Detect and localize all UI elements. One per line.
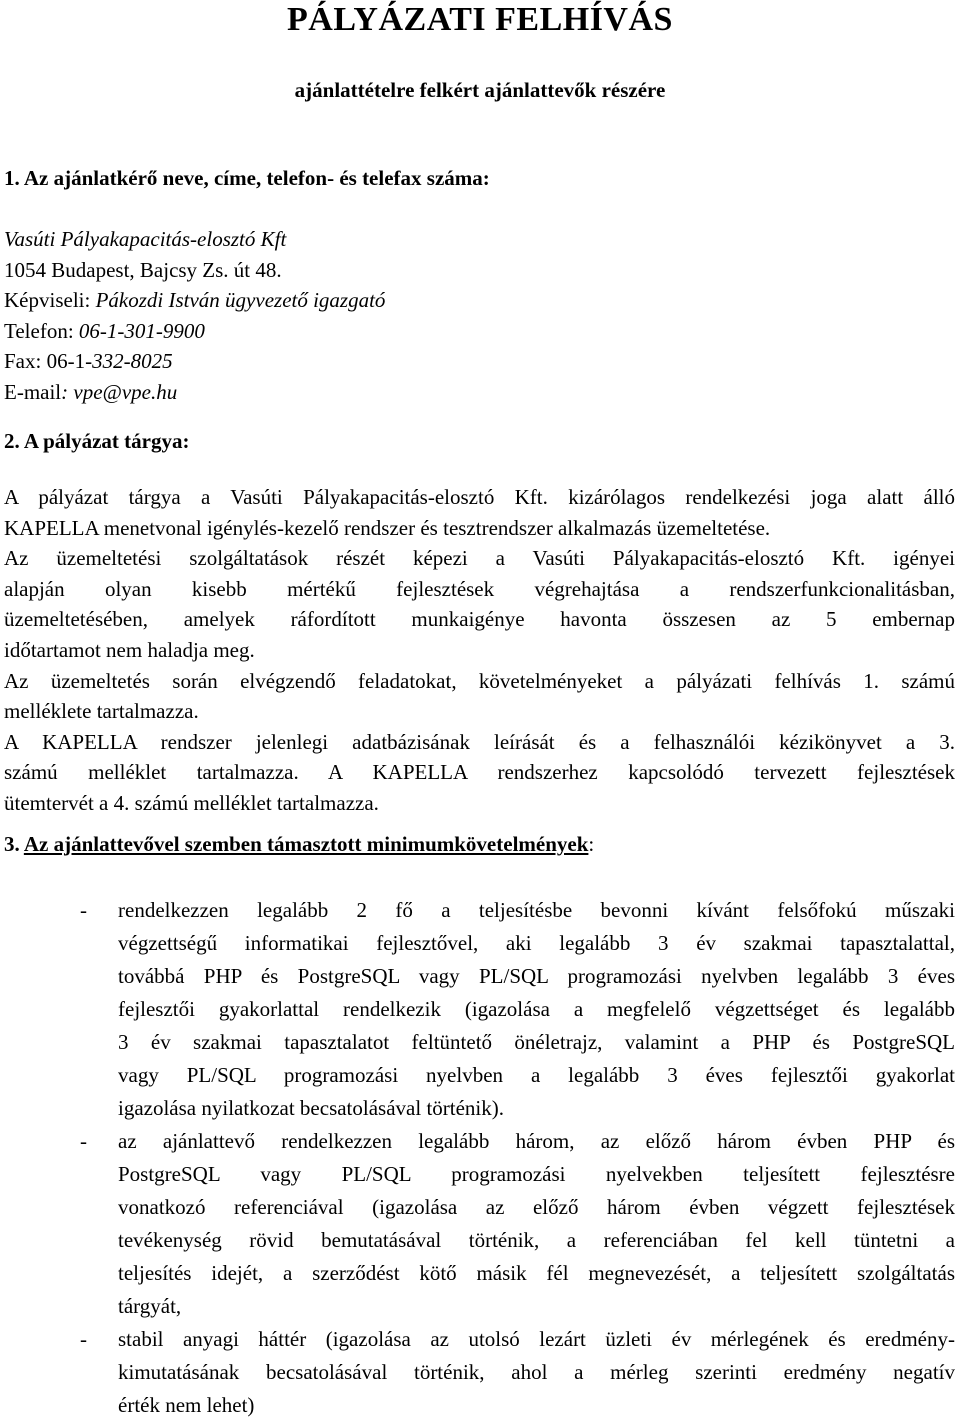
paragraph-line: KAPELLA menetvonal igénylés-kezelő rendszer és tesztrendszer alkalmazás üzemeltetése. bbox=[4, 515, 771, 540]
phone-line bbox=[4, 316, 385, 347]
email-line bbox=[4, 377, 385, 408]
representative-value: Pákozdi István ügyvezető igazgató bbox=[95, 288, 386, 312]
paragraph-line: ütemtervét a 4. számú melléklet tartalmazza. bbox=[4, 790, 379, 815]
paragraph-line: melléklete tartalmazza. bbox=[4, 699, 199, 724]
org-name: Vasúti Pályakapacitás-elosztó Kft bbox=[4, 227, 287, 251]
requirement-line: igazolása nyilatkozat becsatolásával történik). bbox=[118, 1096, 505, 1120]
section-3-title: Az ajánlattevővel szemben támasztott minimumkövetelmények bbox=[23, 832, 589, 856]
paragraph-line: A pályázat tárgya a Vasúti Pályakapacitás-elosztó Kft. kizárólagos rendelkezési joga alatt álló bbox=[4, 485, 955, 509]
requirements-list bbox=[0, 894, 960, 1422]
page-title: PÁLYÁZATI FELHÍVÁS bbox=[287, 1, 673, 38]
requirement-line: PostgreSQL vagy PL/SQL programozási nyelvekben teljesített fejlesztésre bbox=[118, 1162, 955, 1186]
org-address: 1054 Budapest, Bajcsy Zs. út 48. bbox=[4, 257, 282, 282]
representative-label: Képviseli: bbox=[4, 288, 96, 312]
paragraph-line: A KAPELLA rendszer jelenlegi adatbázisának leírását és a felhasználói kézikönyvet a 3. bbox=[4, 729, 955, 754]
fax-value: 332-8025 bbox=[92, 349, 173, 373]
fax-label: Fax: 06-1- bbox=[4, 349, 93, 373]
list-dash: - bbox=[80, 1327, 87, 1351]
representative-line bbox=[4, 285, 385, 316]
paragraph-line: alapján olyan kisebb mértékű fejlesztések végrehajtása a rendszerfunkcionalitásban, bbox=[4, 576, 955, 601]
requirement-line: tevékenység rövid bemutatásával történik, a referenciában fel kell tüntetni a bbox=[118, 1228, 955, 1252]
list-dash: - bbox=[80, 1129, 87, 1153]
contact-block bbox=[4, 224, 385, 407]
requirement-line: fejlesztői gyakorlattal rendelkezik (igazolása a megfelelő végzettséget és legalább bbox=[118, 997, 955, 1021]
requirement-line: vonatkozó referenciával (igazolása az előző három évben végzett fejlesztések bbox=[118, 1195, 955, 1219]
paragraph-line: számú melléklet tartalmazza. A KAPELLA rendszerhez kapcsolódó tervezett fejlesztések bbox=[4, 760, 955, 785]
requirement-line: az ajánlattevő rendelkezzen legalább három, az előző három évben PHP és bbox=[118, 1129, 955, 1153]
requirement-line: stabil anyagi háttér (igazolása az utolsó lezárt üzleti év mérlegének és eredmény- bbox=[118, 1327, 955, 1351]
list-dash: - bbox=[80, 898, 87, 922]
section-1-heading: 1. Az ajánlatkérő neve, címe, telefon- és telefax száma: bbox=[4, 166, 490, 190]
requirement-line: érték nem lehet) bbox=[118, 1393, 255, 1417]
requirement-line: vagy PL/SQL programozási nyelvben a legalább 3 éves fejlesztői gyakorlat bbox=[118, 1063, 955, 1087]
requirement-item bbox=[0, 1323, 960, 1422]
section-3-heading bbox=[4, 830, 594, 858]
section-2-body bbox=[4, 482, 955, 819]
requirement-item bbox=[0, 894, 960, 1125]
paragraph-line: időtartamot nem haladja meg. bbox=[4, 637, 255, 662]
phone-value: 06-1-301-9900 bbox=[78, 318, 205, 343]
requirement-line: rendelkezzen legalább 2 fő a teljesítésbe bevonni kívánt felsőfokú műszaki bbox=[118, 898, 955, 922]
requirement-line: tárgyát, bbox=[118, 1294, 182, 1318]
paragraph-line: üzemeltetésében, amelyek ráfordított munkaigénye havonta összesen az 5 embernap bbox=[4, 607, 955, 632]
requirement-line: továbbá PHP és PostgreSQL vagy PL/SQL programozási nyelvben legalább 3 éves bbox=[118, 964, 955, 988]
requirement-item bbox=[0, 1125, 960, 1323]
fax-line bbox=[4, 346, 385, 377]
requirement-line: teljesítés idejét, a szerződést kötő másik fél megnevezését, a teljesített szolgáltatás bbox=[118, 1261, 955, 1285]
requirement-line: 3 év szakmai tapasztalatot feltüntető önéletrajz, valamint a PHP és PostgreSQL bbox=[118, 1030, 955, 1054]
paragraph-line: Az üzemeltetés során elvégzendő feladatokat, követelményeket a pályázati felhívás 1. számú bbox=[4, 668, 955, 693]
section-2-heading: 2. A pályázat tárgya: bbox=[4, 429, 190, 453]
phone-label: Telefon: bbox=[4, 318, 79, 343]
section-3-number: 3. bbox=[4, 832, 24, 856]
email-value: : vpe@vpe.hu bbox=[61, 379, 178, 404]
requirement-line: végzettségű informatikai fejlesztővel, aki legalább 3 év szakmai tapasztalattal, bbox=[118, 931, 955, 955]
email-label: E-mail bbox=[4, 379, 62, 404]
section-3-colon: : bbox=[588, 832, 595, 856]
paragraph-line: Az üzemeltetési szolgáltatások részét képezi a Vasúti Pályakapacitás-elosztó Kft. igényei bbox=[4, 546, 955, 571]
page-subtitle: ajánlattételre felkért ajánlattevők részére bbox=[294, 78, 666, 102]
requirement-line: kimutatásának becsatolásával történik, ahol a mérleg szerinti eredmény negatív bbox=[118, 1360, 955, 1384]
